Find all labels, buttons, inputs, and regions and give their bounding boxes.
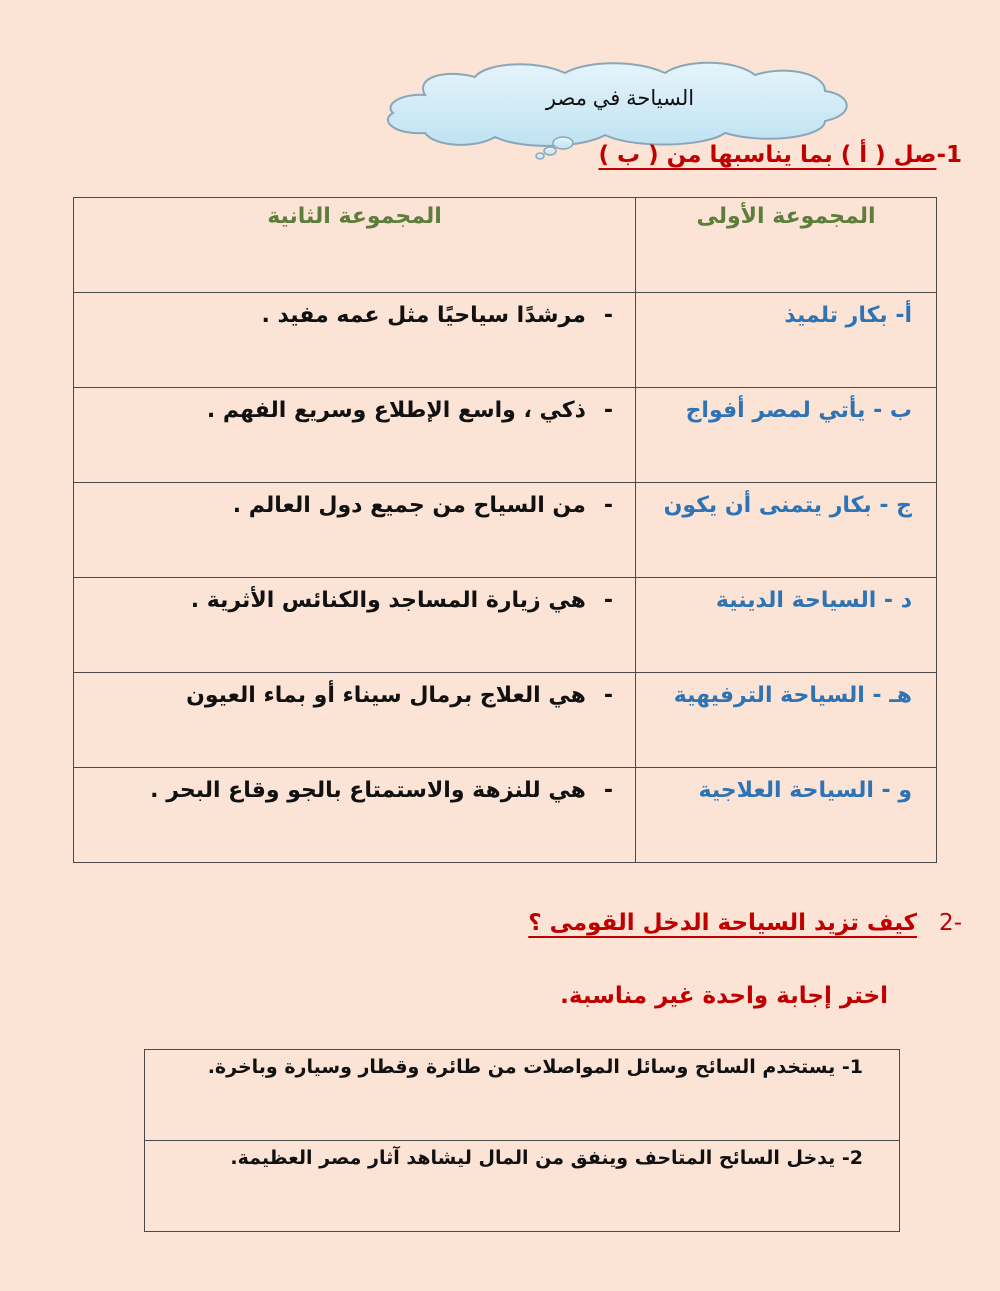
group-2-item — [74, 483, 635, 518]
table-header-row — [74, 198, 937, 293]
group-1-item: أ- بكار تلميذ — [784, 303, 912, 328]
group-1-item: ج - بكار يتمنى أن يكون — [663, 493, 912, 518]
table-row — [145, 1050, 900, 1141]
group-2-item-text: ذكي ، واسع الإطلاع وسريع الفهم . — [206, 398, 586, 423]
group-1-item: د - السياحة الدينية — [715, 588, 912, 613]
dash: - — [603, 493, 613, 518]
dash: - — [603, 398, 613, 423]
question-2-heading — [528, 910, 962, 936]
dash: - — [603, 588, 613, 613]
table-row — [74, 293, 937, 388]
table-row — [74, 768, 937, 863]
group-1-item: و - السياحة العلاجية — [698, 778, 912, 803]
table-row — [74, 578, 937, 673]
question-1-heading — [598, 142, 962, 168]
group-1-item: هـ - السياحة الترفيهية — [673, 683, 912, 708]
dash: - — [603, 683, 613, 708]
group-2-item-text: مرشدًا سياحيًا مثل عمه مفيد . — [261, 303, 586, 328]
instruction-text: اختر إجابة واحدة غير مناسبة. — [560, 983, 888, 1009]
table-row — [74, 673, 937, 768]
group-2-item — [74, 388, 635, 423]
group-2-item — [74, 293, 635, 328]
choice-item: 1- يستخدم السائح وسائل المواصلات من طائرة وقطار وسيارة وباخرة. — [145, 1050, 900, 1141]
question-2-number: -2 — [939, 910, 962, 936]
matching-table — [73, 197, 937, 863]
choices-table — [144, 1049, 900, 1232]
group-2-item-text: هي للنزهة والاستمتاع بالجو وقاع البحر . — [150, 778, 586, 803]
group-2-item-text: من السياح من جميع دول العالم . — [232, 493, 586, 518]
group-2-item-text: هي العلاج برمال سيناء أو بماء العيون — [186, 683, 586, 708]
group-2-item — [74, 768, 635, 803]
table-row — [145, 1141, 900, 1232]
table-row — [74, 388, 937, 483]
group-2-header: المجموعة الثانية — [267, 204, 442, 229]
group-2-item — [74, 578, 635, 613]
dash: - — [603, 303, 613, 328]
question-1-number: 1- — [936, 142, 962, 168]
group-1-item: ب - يأتي لمصر أفواج — [685, 398, 912, 423]
dash: - — [603, 778, 613, 803]
question-1-text: صل ( أ ) بما يناسبها من ( ب ) — [598, 142, 937, 168]
group-1-header: المجموعة الأولى — [696, 204, 876, 229]
group-2-item — [74, 673, 635, 708]
choice-item: 2- يدخل السائح المتاحف وينفق من المال ليشاهد آثار مصر العظيمة. — [145, 1141, 900, 1232]
page-title: السياحة في مصر — [545, 87, 695, 110]
table-row — [74, 483, 937, 578]
group-2-item-text: هي زيارة المساجد والكنائس الأثرية . — [190, 588, 586, 613]
question-2-text: كيف تزيد السياحة الدخل القومى ؟ — [528, 910, 918, 936]
